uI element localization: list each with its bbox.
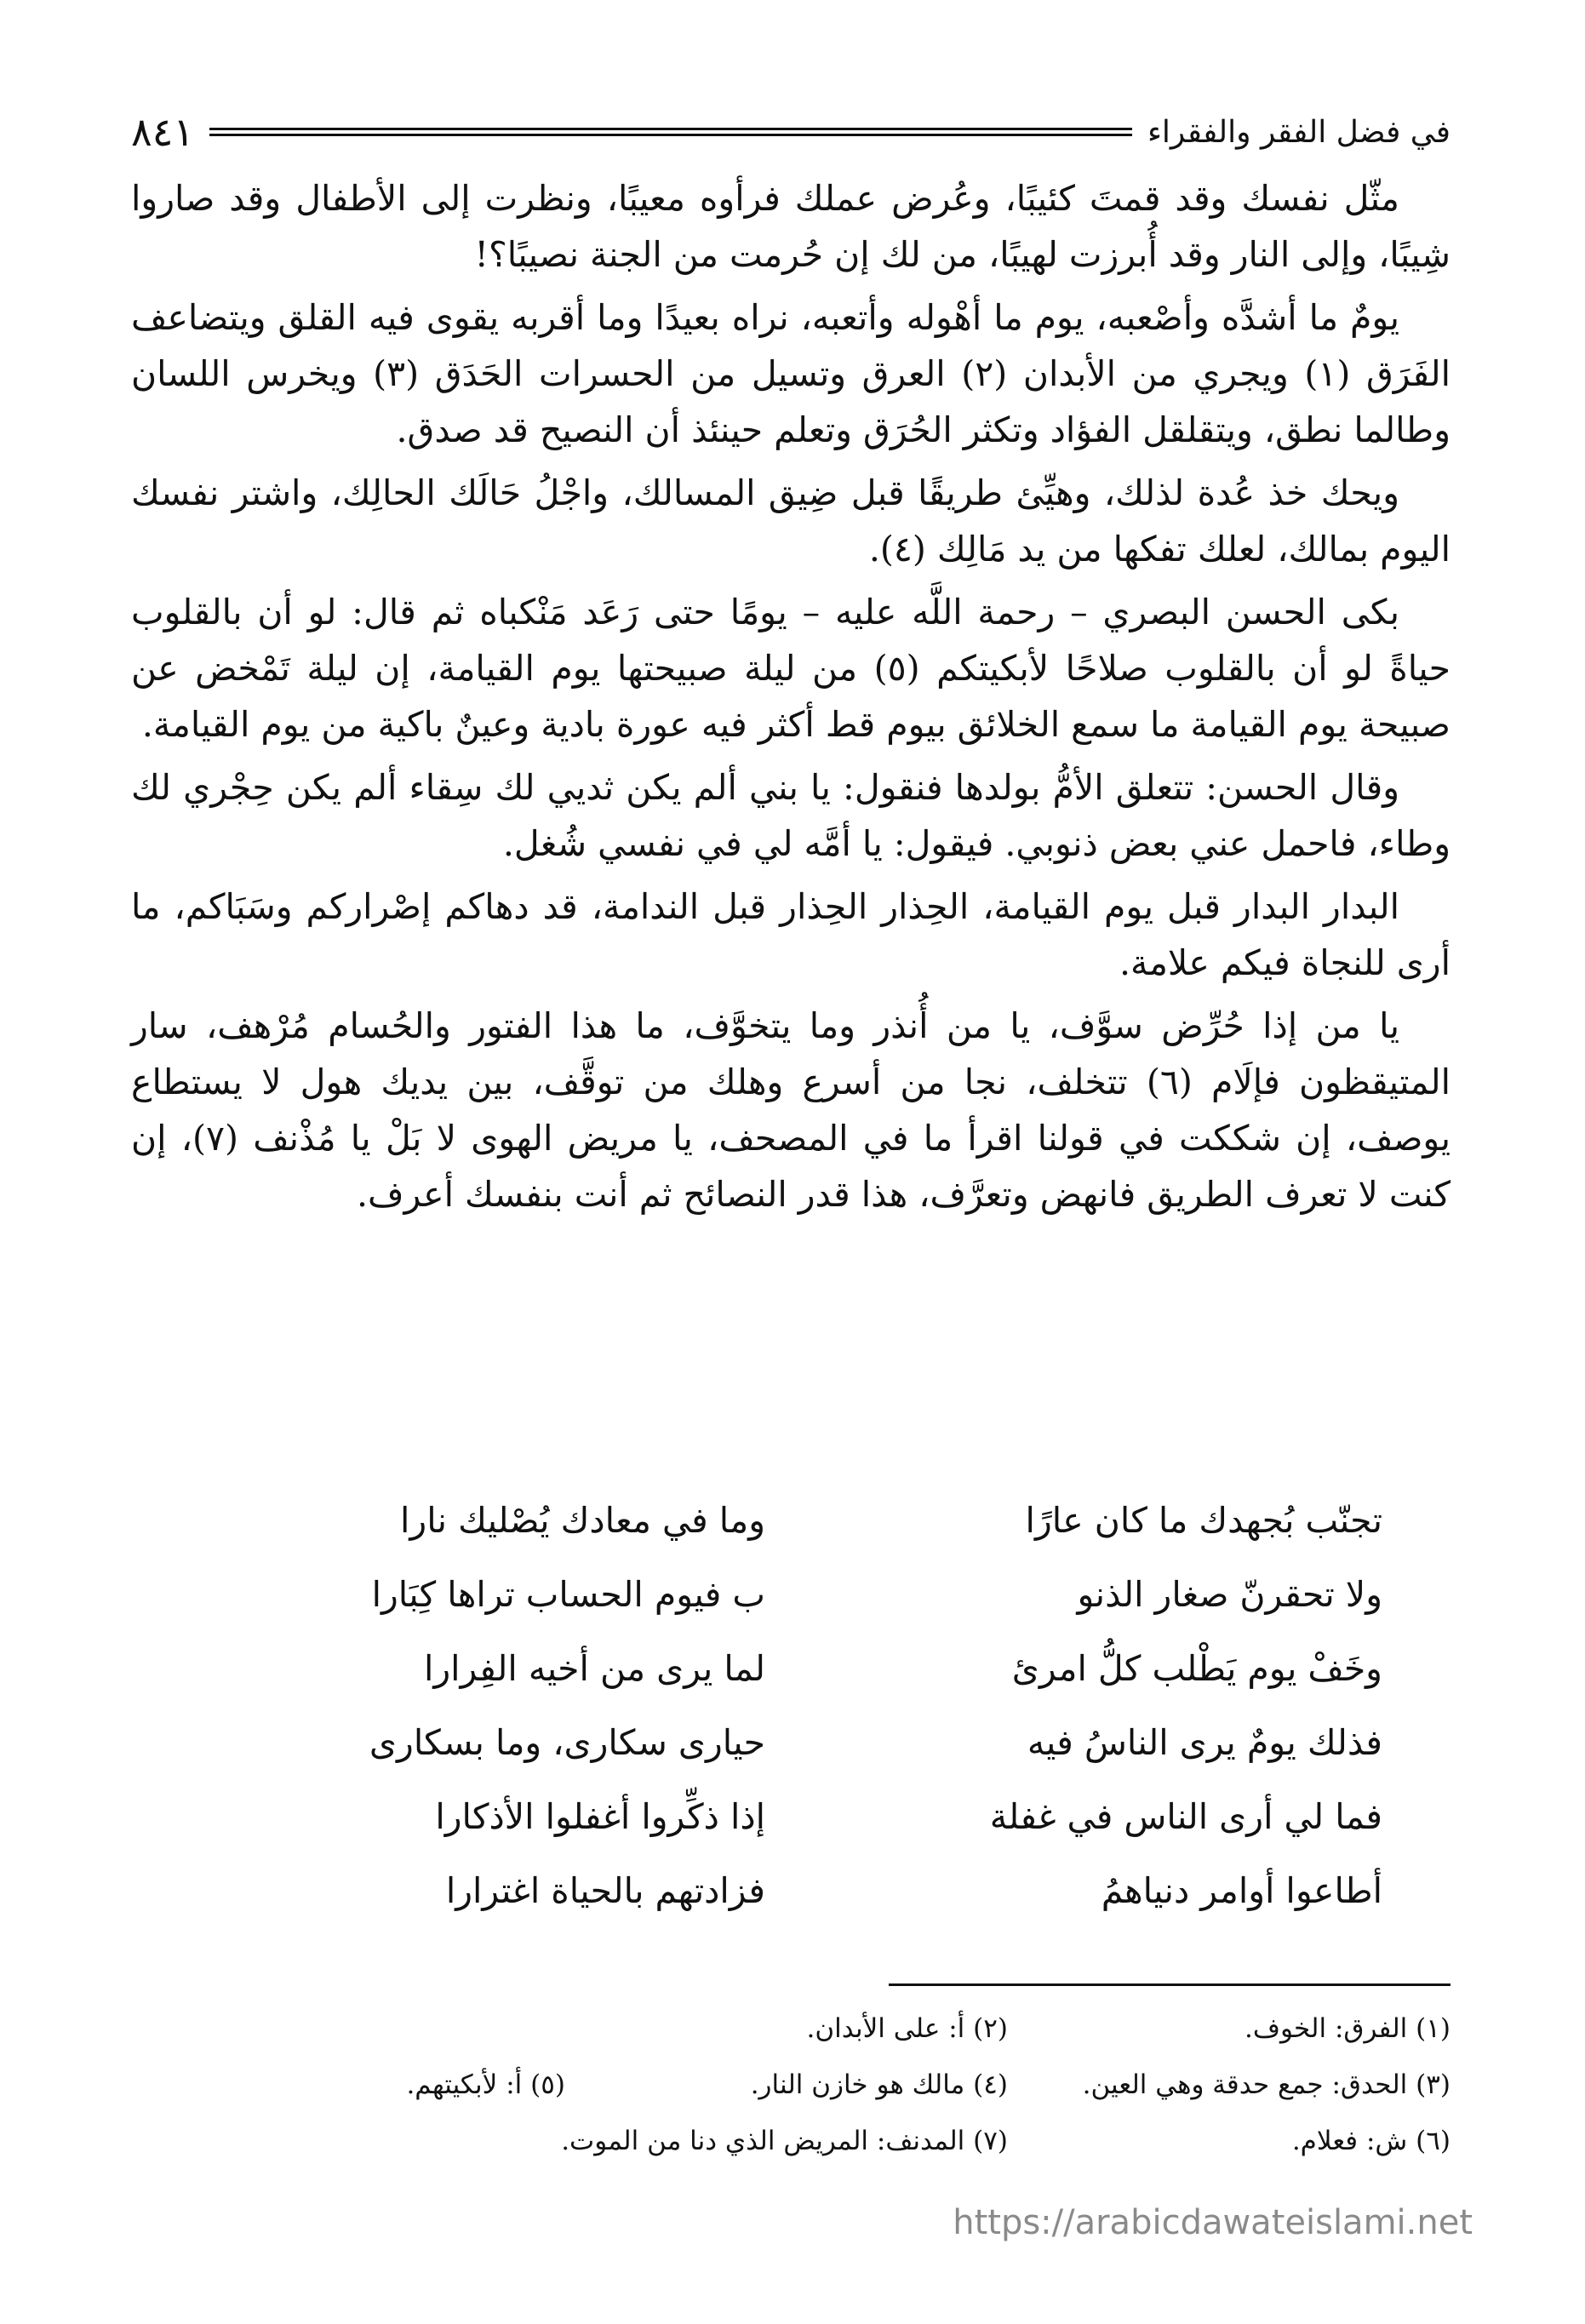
paragraph: البدار البدار قبل يوم القيامة، الحِذار الحِذار قبل الندامة، قد دهاكم إصْراركم وسَبَاكم، ما أرى للنجاة فيكم علامة. — [131, 886, 1451, 983]
verse-second-half: لما يرى من أخيه الفِرارا — [423, 1647, 765, 1689]
footnotes — [131, 2001, 1451, 2169]
footnote: (٦) ش: فعلام. — [1291, 2126, 1451, 2156]
verse-second-half: إذا ذكِّروا أغفلوا الأذكارا — [435, 1795, 765, 1837]
paragraph: يا من إذا حُرِّض سوَّف، يا من أُنذر وما يتخوَّف، ما هذا الفتور والحُسام مُرْهف، سار المتيقظون فإلَام (٦) تتخلف، نجا من أسرع وهلك من توقَّف، بين يديك هول لا يستطاع يوصف، إن شككت في قولنا اقرأ ما في المصحف، يا مريض الهوى لا بَلْ يا مُذْنف (٧)، إن كنت لا تعرف الطريق فانهض وتعرَّف، هذا قدر النصائح ثم أنت بنفسك أعرف. — [131, 1005, 1451, 1215]
footnote-row — [131, 2113, 1451, 2169]
page-header — [131, 102, 1451, 162]
footnote: (٤) مالك هو خازن النار. — [750, 2069, 1008, 2100]
verse-second-half: ب فيوم الحساب تراها كِبَارا — [371, 1573, 765, 1615]
poem-verse — [131, 1483, 1451, 1557]
verse-second-half: حيارى سكارى، وما بسكارى — [369, 1721, 765, 1763]
verse-second-half: فزادتهم بالحياة اغترارا — [445, 1869, 765, 1911]
footnote: (٧) المدنف: المريض الذي دنا من الموت. — [561, 2126, 1008, 2156]
footnote-row — [131, 2001, 1451, 2057]
running-head: في فضل الفقر والفقراء — [1147, 114, 1451, 150]
verse-first-half: وخَفْ يوم يَطْلب كلُّ امرئ — [1011, 1647, 1382, 1689]
poem-verse — [131, 1779, 1451, 1853]
paragraph: يومٌ ما أشدَّه وأصْعبه، يوم ما أهْوله وأتعبه، نراه بعيدًا وما أقربه يقوى فيه القلق ويتضاعف الفَرَق (١) ويجري من الأبدان (٢) العرق وتسيل من الحسرات الحَدَق (٣) ويخرس اللسان وطالما نطق، ويتقلقل الفؤاد وتكثر الحُرَق وتعلم حينئذ أن النصيح قد صدق. — [131, 297, 1451, 450]
poem-verse — [131, 1705, 1451, 1779]
verse-first-half: فما لي أرى الناس في غفلة — [989, 1795, 1382, 1837]
verse-first-half: ولا تحقرنّ صغار الذنو — [1077, 1573, 1382, 1615]
footnote-separator — [889, 1983, 1451, 1986]
footnote: (١) الفرق: الخوف. — [1245, 2013, 1451, 2044]
poem-verse — [131, 1631, 1451, 1705]
paragraph: مثّل نفسك وقد قمتَ كئيبًا، وعُرض عملك فرأوه معيبًا، ونظرت إلى الأطفال وقد صاروا شِيبًا، وإلى النار وقد أُبرزت لهيبًا، من لك إن حُرمت من الجنة نصيبًا؟! — [131, 178, 1451, 275]
poem — [131, 1483, 1451, 1927]
verse-first-half: فذلك يومٌ يرى الناسُ فيه — [1027, 1721, 1382, 1763]
paragraph: بكى الحسن البصري – رحمة اللَّه عليه – يومًا حتى رَعَد مَنْكباه ثم قال: لو أن بالقلوب حياةً لو أن بالقلوب صلاحًا لأبكيتكم (٥) من ليلة صبيحتها يوم القيامة، إن ليلة تَمْخض عن صبيحة يوم القيامة ما سمع الخلائق بيوم قط أكثر فيه عورة بادية وعينٌ باكية من يوم القيامة. — [131, 592, 1451, 745]
verse-first-half: تجنّب بُجهدك ما كان عارًا — [1025, 1499, 1382, 1541]
footnote-row — [131, 2057, 1451, 2113]
poem-verse — [131, 1853, 1451, 1927]
watermark-url: https://arabicdawateislami.net — [953, 2203, 1473, 2242]
footnote: (٥) أ: لأبكيتهم. — [406, 2069, 565, 2100]
paragraph: ويحك خذ عُدة لذلك، وهيِّئ طريقًا قبل ضِيق المسالك، واجْلُ حَالَك الحالِك، واشتر نفسك اليوم بمالك، لعلك تفكها من يد مَالِك (٤). — [131, 472, 1451, 570]
verse-first-half: أطاعوا أوامر دنياهمُ — [1101, 1869, 1382, 1911]
main-text — [131, 170, 1451, 1229]
poem-verse — [131, 1557, 1451, 1631]
footnote: (٣) الحدق: جمع حدقة وهي العين. — [1082, 2069, 1451, 2100]
footnote: (٢) أ: على الأبدان. — [806, 2013, 1008, 2044]
header-rule — [209, 128, 1132, 136]
paragraph: وقال الحسن: تتعلق الأمُّ بولدها فنقول: يا بني ألم يكن ثديي لك سِقاء ألم يكن حِجْري لك وطاء، فاحمل عني بعض ذنوبي. فيقول: يا أمَّه لي في نفسي شُغل. — [131, 767, 1451, 864]
verse-second-half: وما في معادك يُصْليك نارا — [400, 1499, 765, 1541]
page-number: ٨٤١ — [131, 109, 195, 155]
